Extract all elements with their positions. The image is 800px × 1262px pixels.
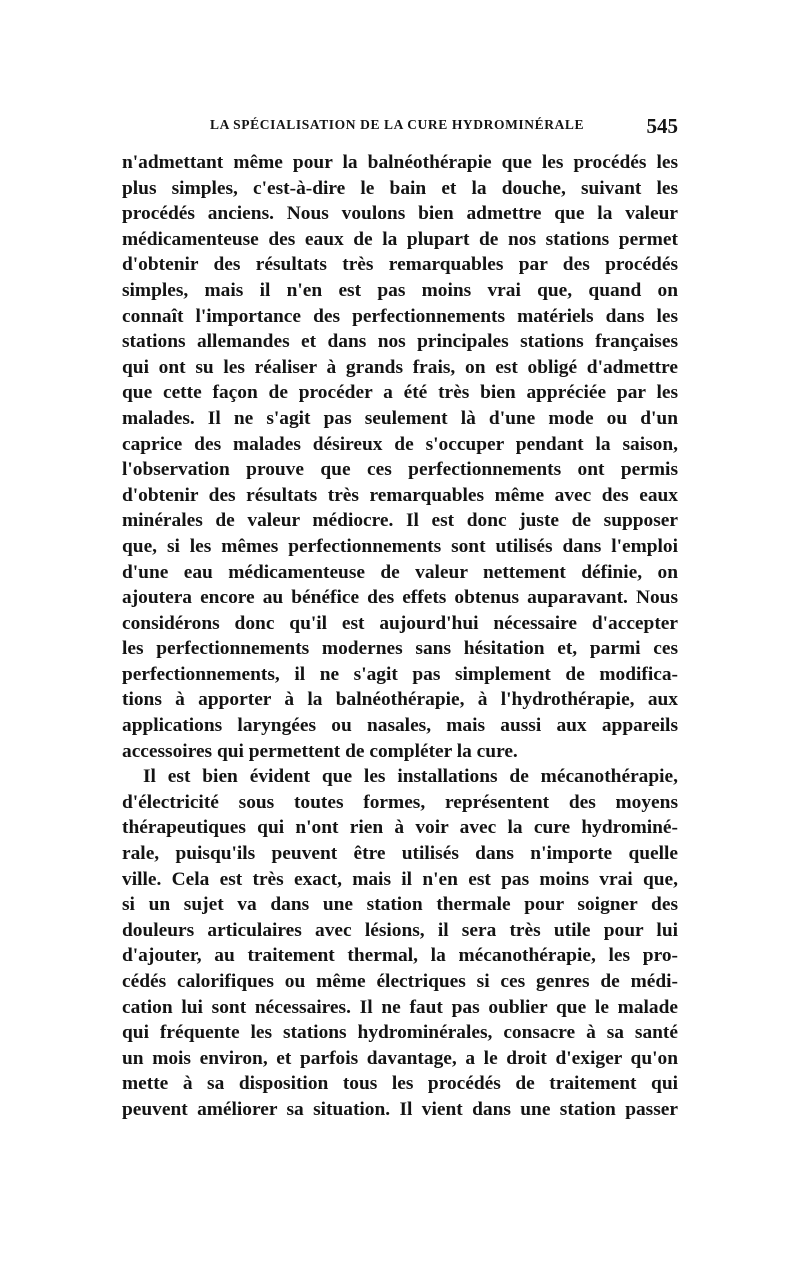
text-line: malades. Il ne s'agit pas seulement là d'une mode ou d'un [122, 407, 678, 429]
text-line: qui ont su les réaliser à grands frais, on est obligé d'admettre [122, 356, 678, 378]
body-text [122, 150, 678, 1123]
text-line: caprice des malades désireux de s'occuper pendant la saison, [122, 433, 678, 455]
text-line: minérales de valeur médiocre. Il est donc juste de supposer [122, 510, 678, 532]
paragraph-2 [122, 764, 678, 1122]
running-head [122, 114, 678, 139]
text-line: plus simples, c'est-à-dire le bain et la douche, suivant les [122, 177, 678, 199]
text-line: simples, mais il n'en est pas moins vrai que, quand on [122, 279, 678, 301]
text-line: médicamenteuse des eaux de la plupart de nos stations permet [122, 228, 678, 250]
text-line: d'obtenir des résultats très remarquables par des procédés [122, 254, 678, 276]
text-line: peuvent améliorer sa situation. Il vient dans une station passer [122, 1098, 678, 1120]
text-line: d'ajouter, au traitement thermal, la mécanothérapie, les pro- [122, 945, 678, 967]
text-line: applications laryngées ou nasales, mais aussi aux appareils [122, 715, 678, 737]
text-line: que, si les mêmes perfectionnements sont utilisés dans l'emploi [122, 535, 678, 557]
text-line: ville. Cela est très exact, mais il n'en est pas moins vrai que, [122, 868, 678, 890]
text-line: qui fréquente les stations hydrominérales, consacre à sa santé [122, 1022, 678, 1044]
text-line: rale, puisqu'ils peuvent être utilisés dans n'importe quelle [122, 843, 678, 865]
text-line: cédés calorifiques ou même électriques si ces genres de médi- [122, 971, 678, 992]
text-line: d'électricité sous toutes formes, représentent des moyens [122, 791, 678, 813]
text-line: n'admettant même pour la balnéothérapie que les procédés les [122, 152, 678, 173]
text-line: tions à apporter à la balnéothérapie, à l'hydrothérapie, aux [122, 689, 678, 711]
text-line: si un sujet va dans une station thermale pour soigner des [122, 894, 678, 916]
text-line: thérapeutiques qui n'ont rien à voir avec la cure hydrominé- [122, 817, 678, 839]
paragraph-1 [122, 150, 678, 764]
text-line: cation lui sont nécessaires. Il ne faut pas oublier que le malade [122, 996, 678, 1018]
text-line: mette à sa disposition tous les procédés de traitement qui [122, 1073, 678, 1095]
page-number: 545 [646, 114, 678, 138]
running-title: LA SPÉCIALISATION DE LA CURE HYDROMINÉRALE [210, 117, 585, 132]
text-line: un mois environ, et parfois davantage, a le droit d'exiger qu'on [122, 1047, 678, 1069]
text-line: perfectionnements, il ne s'agit pas simplement de modifica- [122, 663, 678, 685]
text-line: Il est bien évident que les installations de mécanothérapie, [143, 766, 678, 788]
text-line: accessoires qui permettent de compléter la cure. [122, 740, 518, 762]
text-line: stations allemandes et dans nos principales stations françaises [122, 331, 678, 353]
text-line: considérons donc qu'il est aujourd'hui nécessaire d'accepter [122, 612, 678, 634]
text-line: procédés anciens. Nous voulons bien admettre que la valeur [122, 203, 678, 225]
text-line: douleurs articulaires avec lésions, il sera très utile pour lui [122, 919, 678, 941]
text-line: les perfectionnements modernes sans hésitation et, parmi ces [122, 638, 678, 660]
text-line: connaît l'importance des perfectionnements matériels dans les [122, 305, 678, 327]
text-line: ajoutera encore au bénéfice des effets obtenus auparavant. Nous [122, 587, 678, 609]
text-line: l'observation prouve que ces perfectionnements ont permis [122, 459, 678, 481]
text-line: que cette façon de procéder a été très bien appréciée par les [122, 382, 678, 404]
text-line: d'obtenir des résultats très remarquables même avec des eaux [122, 484, 678, 506]
text-line: d'une eau médicamenteuse de valeur nettement définie, on [122, 561, 678, 583]
